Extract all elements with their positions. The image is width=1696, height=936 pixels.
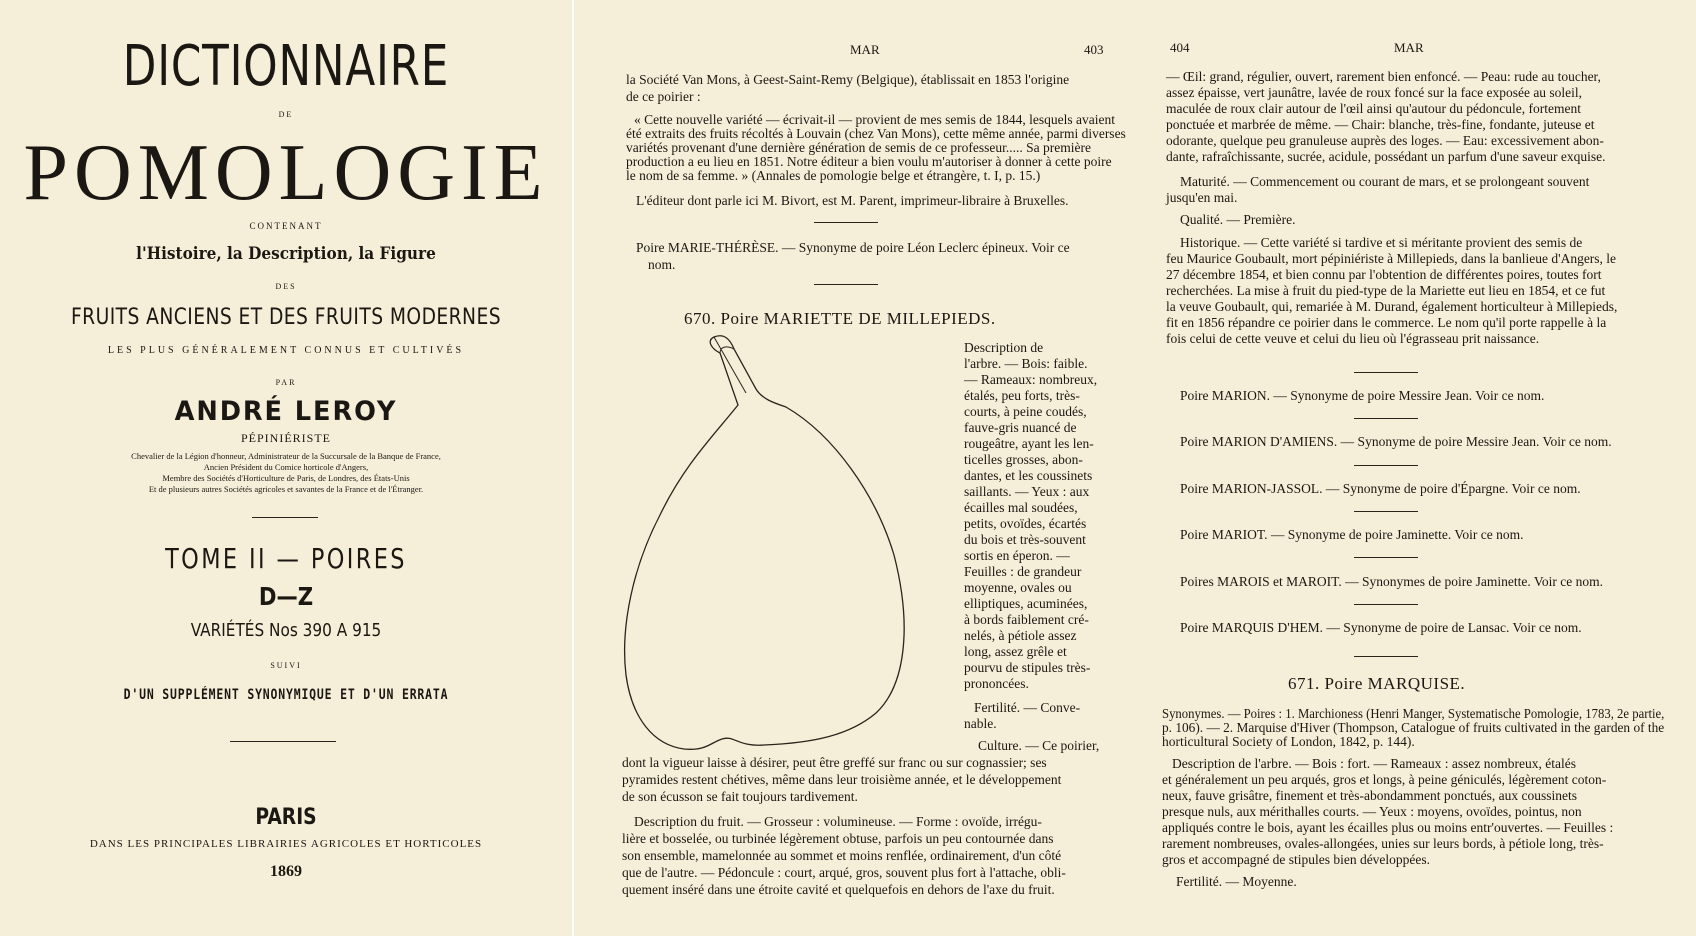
page-number: 403 (1084, 42, 1104, 57)
author-profession: PÉPINIÉRISTE (241, 431, 331, 445)
fruits-line: FRUITS ANCIENS ET DES FRUITS MODERNES (70, 305, 502, 330)
libraires-line: DANS LES PRINCIPALES LIBRAIRIES AGRICOLES ET HORTICOLES (89, 838, 483, 850)
arbre-line: prononcées. (964, 676, 1029, 691)
arbre-line: Feuilles : de grandeur (964, 564, 1082, 579)
maturite-line: Maturité. — Commencement ou courant de mars, et se prolongeant souvent (1180, 174, 1590, 189)
contenant-label: CONTENANT (249, 221, 323, 231)
historique-line: 27 décembre 1854, et bien connu par l'obtention de différentes poires, toutes fort (1166, 267, 1602, 282)
supplement-line: D'UN SUPPLÉMENT SYNONYMIQUE ET D'UN ERRATA (123, 687, 449, 703)
arbre-line: Description de l'arbre. — Bois : fort. — Rameaux : assez nombreux, étalés (1172, 756, 1576, 771)
title-page (0, 0, 572, 936)
honor-line: Ancien Président du Comice horticole d'Angers, (203, 462, 369, 472)
synonym-entry: Poires MAROIS et MAROIT. — Synonymes de poire Jaminette. Voir ce nom. (1180, 574, 1603, 589)
historique-line: la veuve Goubault, qui, remariée à M. Durand, également horticulteur à Millepieds, (1166, 299, 1618, 314)
arbre-line: gros et accompagné de stipules bien développées. (1162, 852, 1431, 867)
arbre-line: fauve-gris nuancé de (964, 420, 1077, 435)
arbre-line: Culture. — Ce poirier, (978, 738, 1100, 753)
arbre-line: rougeâtre, ayant les len- (964, 436, 1094, 451)
varietes-line: VARIÉTÉS Nos 390 A 915 (190, 620, 382, 641)
section-title-670: 670. Poire MARIETTE DE MILLEPIEDS. (684, 309, 996, 328)
synonym-entry: Poire MARION. — Synonyme de poire Messire Jean. Voir ce nom. (1180, 388, 1545, 403)
arbre-line: Fertilité. — Conve- (974, 700, 1081, 715)
divider (1354, 372, 1418, 373)
arbre-line: Description de (964, 340, 1044, 355)
arbre-line: courts, à peine coudés, (964, 404, 1087, 419)
arbre-line: étalés, peu forts, très- (964, 388, 1080, 403)
historique-line: Historique. — Cette variété si tardive et si méritante provient des semis de (1180, 235, 1583, 250)
city: PARIS (255, 805, 317, 830)
fruit-line: quement inséré dans une étroite cavité et quelquefois en dehors de l'axe du fruit. (622, 882, 1055, 897)
entry-marie-therese: Poire MARIE-THÉRÈSE. — Synonyme de poire Léon Leclerc épineux. Voir ce (636, 240, 1070, 255)
arbre-line: dantes, et les coussinets (964, 468, 1093, 483)
arbre-line: nelés, à pétiole assez (964, 628, 1077, 643)
author-name: ANDRÉ LEROY (174, 396, 398, 427)
arbre-line: pourvu de stipules très- (964, 660, 1091, 675)
arbre-line: presque nuls, aux mérithalles courts. — Yeux : moyens, ovoïdes, pointus, non (1162, 804, 1582, 819)
arbre-line: et généralement un peu arqués, gros et longs, à peine géniculés, légèrement coton- (1162, 772, 1607, 787)
synonymes-line: Synonymes. — Poires : 1. Marchioness (Henri Manger, Systematische Pomologie, 1783, 2e partie, (1162, 706, 1665, 721)
fruit-line: que de l'autre. — Pédoncule : court, arqué, gros, souvent plus fort à l'attache, obli- (622, 865, 1066, 880)
oeil-line: maculée de roux clair autour de l'œil ainsi qu'autour du pédoncule, fortement (1166, 101, 1581, 116)
synonym-entry: Poire MARQUIS D'HEM. — Synonyme de poire de Lansac. Voir ce nom. (1180, 620, 1582, 635)
culture-line: pyramides restent chétives, même dans leur troisième année, et le développement (622, 772, 1062, 787)
synonym-entry: Poire MARIOT. — Synonyme de poire Jaminette. Voir ce nom. (1180, 527, 1524, 542)
divider (814, 222, 878, 223)
quote-line: variétés provenant d'une dernière génération de semis de ce professeur..... Sa première (626, 140, 1091, 155)
entry-marie-therese-cont: nom. (648, 257, 676, 272)
oeil-line: ponctuée et marbrée de même. — Chair: blanche, très-fine, fondante, juteuse et (1166, 117, 1595, 132)
title-de: DE (278, 110, 294, 119)
quote-line: été extraits des fruits récoltés à Louvain (chez Van Mons), cette même année, parmi diverses (626, 126, 1126, 141)
historique-line: feu Maurice Goubault, mort pépiniériste à Millepieds, dans la banlieue d'Angers, le (1166, 251, 1617, 266)
arbre-line: — Rameaux: nombreux, (964, 372, 1098, 387)
arbre-line: écailles mal soudées, (964, 500, 1078, 515)
arbre-line: nable. (964, 716, 997, 731)
divider (252, 517, 318, 518)
quote-line: le nom de sa femme. » (Annales de pomologie belge et étrangère, t. I, p. 15.) (626, 168, 1041, 183)
divider (230, 741, 336, 742)
arbre-line: sortis en éperon. — (964, 548, 1070, 563)
subject-line: l'Histoire, la Description, la Figure (136, 244, 436, 264)
divider (1354, 656, 1418, 657)
page-number: 404 (1170, 40, 1190, 55)
fruit-line: lière et bosselée, ou turbinée légèrement obtuse, parfois un peu contournée dans (622, 831, 1054, 846)
historique-line: recherchées. La mise à fruit du pied-type de la Mariette eut lieu en 1854, et ce fut (1166, 283, 1606, 298)
divider (1354, 465, 1418, 466)
synonymes-line: p. 106). — 2. Marquise d'Hiver (Thompson, Catalogue of fruits cultivated in the garden of the (1162, 720, 1665, 735)
editor-line: L'éditeur dont parle ici M. Bivort, est M. Parent, imprimeur-libraire à Bruxelles. (636, 193, 1069, 208)
oeil-line: dante, rafraîchissante, sucrée, acidule, possédant un parfum d'une saveur exquise. (1166, 149, 1606, 164)
year: 1869 (270, 863, 302, 880)
culture-line: de son écusson se fait toujours tardivement. (622, 789, 858, 804)
oeil-line: — Œil: grand, régulier, ouvert, rarement bien enfoncé. — Peau: rude au toucher, (1166, 69, 1601, 84)
intro-line: de ce poirier : (626, 89, 701, 104)
arbre-line: elliptiques, acuminées, (964, 596, 1088, 611)
honor-line: Et de plusieurs autres Sociétés agricoles et savantes de la France et de l'Étranger. (148, 484, 424, 494)
honor-line: Chevalier de la Légion d'honneur, Administrateur de la Succursale de la Banque de France, (131, 451, 441, 461)
honor-line: Membre des Sociétés d'Horticulture de Paris, de Londres, des États-Unis (162, 473, 410, 483)
divider (814, 284, 878, 285)
arbre-line: ticelles grosses, abon- (964, 452, 1083, 467)
intro-line: la Société Van Mons, à Geest-Saint-Remy (Belgique), établissait en 1853 l'origine (626, 72, 1070, 87)
historique-line: fois celui de cette veuve et celui du lieu où l'égrasseau prit naissance. (1166, 331, 1540, 346)
fruit-line: son ensemble, mamelonnée au sommet et moins renflée, ordinairement, d'un côté (622, 848, 1062, 863)
arbre-line: rarement nombreuses, ovales-allongées, unies sur leurs bords, à pétiole long, très- (1162, 836, 1604, 851)
culture-line: dont la vigueur laisse à désirer, peut être greffé sur franc ou sur cognassier; ses (622, 755, 1047, 770)
divider (1354, 511, 1418, 512)
arbre-line: long, assez grêle et (964, 644, 1067, 659)
arbre-line: appliqués contre le bois, ayant les écailles plus ou moins entr'ouvertes. — Feuilles : (1162, 820, 1614, 835)
maturite-line: jusqu'en mai. (1166, 190, 1238, 205)
qualite-line: Qualité. — Première. (1180, 212, 1296, 227)
des-label: DES (275, 282, 297, 291)
quote-line: « Cette nouvelle variété — écrivait-il — provient de mes semis de 1844, lesquels avaient (634, 112, 1115, 127)
par-label: PAR (275, 378, 297, 387)
fertilite-line: Fertilité. — Moyenne. (1176, 874, 1297, 889)
oeil-line: assez épaisse, vert jaunâtre, lavée de roux foncé sur la face exposée au soleil, (1166, 85, 1583, 100)
running-head: MAR (1394, 40, 1424, 55)
oeil-line: odorante, quelque peu granuleuse auprès des loges. — Eau: excessivement abon- (1166, 133, 1604, 148)
synonym-entry: Poire MARION D'AMIENS. — Synonyme de poire Messire Jean. Voir ce nom. (1180, 434, 1612, 449)
arbre-line: à bords faiblement cré- (964, 612, 1089, 627)
suivi-label: SUIVI (270, 661, 302, 670)
arbre-line: petits, ovoïdes, écartés (964, 516, 1087, 531)
arbre-line: saillants. — Yeux : aux (964, 484, 1090, 499)
title-line-2: POMOLOGIE (23, 129, 549, 217)
arbre-line: neux, fauve grisâtre, finement et très-abondamment ponctués, aux coussinets (1162, 788, 1577, 803)
quote-line: production a eu lieu en 1851. Notre éditeur a bien voulu m'autoriser à donner à cette poire (626, 154, 1112, 169)
range-line: D—Z (258, 582, 314, 611)
synonymes-line: horticultural Society of London, 1842, p. 144). (1162, 734, 1415, 749)
historique-line: fit en 1856 répandre ce poirier dans le commerce. Le nom qu'il porte rappelle à la (1166, 315, 1607, 330)
fruit-line: Description du fruit. — Grosseur : volumineuse. — Forme : ovoïde, irrégu- (634, 814, 1042, 829)
tome-line: TOME II — POIRES (165, 542, 407, 575)
arbre-line: du bois et très-souvent (964, 532, 1086, 547)
divider (1354, 557, 1418, 558)
divider (1354, 604, 1418, 605)
arbre-line: moyenne, ovales ou (964, 580, 1072, 595)
synonym-entry: Poire MARION-JASSOL. — Synonyme de poire d'Épargne. Voir ce nom. (1180, 481, 1581, 496)
section-title-671: 671. Poire MARQUISE. (1288, 674, 1466, 693)
arbre-line: l'arbre. — Bois: faible. (964, 356, 1088, 371)
running-head: MAR (850, 42, 880, 57)
title-line-1: DICTIONNAIRE (122, 34, 450, 99)
connus-line: LES PLUS GÉNÉRALEMENT CONNUS ET CULTIVÉS (107, 345, 465, 356)
pear-illustration (614, 335, 924, 755)
spread-pages (574, 0, 1696, 936)
divider (1354, 418, 1418, 419)
